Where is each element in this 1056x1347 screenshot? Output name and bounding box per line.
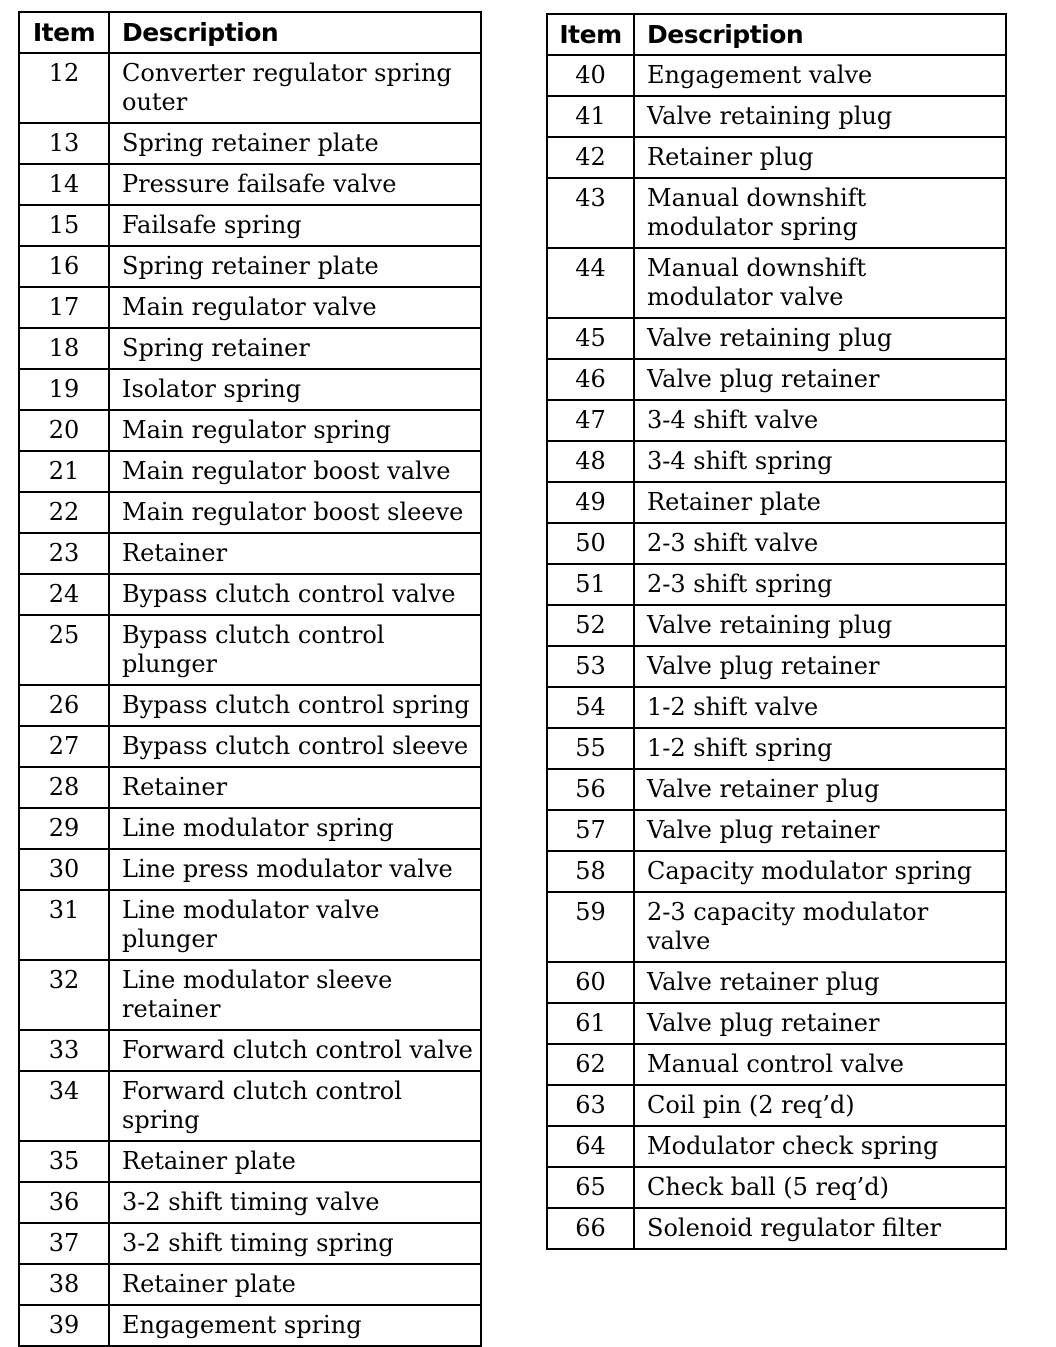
item-number: 40 — [547, 55, 634, 96]
item-number: 44 — [547, 248, 634, 318]
table-row — [19, 808, 481, 849]
item-number: 24 — [19, 574, 109, 615]
table-row — [19, 1182, 481, 1223]
item-description: 3-4 shift valve — [634, 400, 1006, 441]
table-row — [547, 96, 1006, 137]
item-description: Bypass clutch control valve — [109, 574, 481, 615]
table-row — [19, 1264, 481, 1305]
item-number: 56 — [547, 769, 634, 810]
item-number: 52 — [547, 605, 634, 646]
column-header-description: Description — [109, 12, 481, 53]
table-row — [547, 728, 1006, 769]
item-number: 19 — [19, 369, 109, 410]
item-number: 57 — [547, 810, 634, 851]
item-number: 20 — [19, 410, 109, 451]
item-number: 35 — [19, 1141, 109, 1182]
table-row — [19, 574, 481, 615]
table-row — [19, 164, 481, 205]
table-row — [19, 615, 481, 685]
item-number: 45 — [547, 318, 634, 359]
table-row — [19, 1141, 481, 1182]
item-number: 13 — [19, 123, 109, 164]
table-row — [547, 851, 1006, 892]
table-row — [547, 892, 1006, 962]
table-row — [547, 1208, 1006, 1249]
item-description: Isolator spring — [109, 369, 481, 410]
table-row — [547, 55, 1006, 96]
item-description: Valve retainer plug — [634, 769, 1006, 810]
item-description: Line press modulator valve — [109, 849, 481, 890]
item-description: Bypass clutch control spring — [109, 685, 481, 726]
item-description: Valve plug retainer — [634, 810, 1006, 851]
table-row — [547, 1003, 1006, 1044]
item-description: Converter regulator spring outer — [109, 53, 481, 123]
table-row — [19, 205, 481, 246]
item-description: 1-2 shift spring — [634, 728, 1006, 769]
item-description: Retainer plate — [109, 1141, 481, 1182]
item-description: 2-3 capacity modulator valve — [634, 892, 1006, 962]
item-description: Main regulator boost sleeve — [109, 492, 481, 533]
item-number: 51 — [547, 564, 634, 605]
table-row — [547, 1044, 1006, 1085]
item-number: 63 — [547, 1085, 634, 1126]
item-number: 65 — [547, 1167, 634, 1208]
table-row — [547, 769, 1006, 810]
item-number: 26 — [19, 685, 109, 726]
item-number: 58 — [547, 851, 634, 892]
item-description: 1-2 shift valve — [634, 687, 1006, 728]
item-number: 39 — [19, 1305, 109, 1346]
header-row — [19, 12, 481, 53]
item-description: 3-2 shift timing spring — [109, 1223, 481, 1264]
item-description: Valve plug retainer — [634, 1003, 1006, 1044]
item-description: Failsafe spring — [109, 205, 481, 246]
item-description: Retainer — [109, 767, 481, 808]
item-number: 53 — [547, 646, 634, 687]
item-number: 17 — [19, 287, 109, 328]
table-row — [19, 685, 481, 726]
item-description: Bypass clutch control sleeve — [109, 726, 481, 767]
item-description: Main regulator boost valve — [109, 451, 481, 492]
item-description: Line modulator valve plunger — [109, 890, 481, 960]
item-description: Spring retainer — [109, 328, 481, 369]
item-number: 33 — [19, 1030, 109, 1071]
item-number: 12 — [19, 53, 109, 123]
table-row — [19, 123, 481, 164]
item-number: 62 — [547, 1044, 634, 1085]
item-number: 66 — [547, 1208, 634, 1249]
item-number: 47 — [547, 400, 634, 441]
item-description: Spring retainer plate — [109, 246, 481, 287]
table-row — [19, 369, 481, 410]
item-description: Line modulator sleeve retainer — [109, 960, 481, 1030]
item-number: 36 — [19, 1182, 109, 1223]
table-row — [19, 1030, 481, 1071]
table-row — [19, 890, 481, 960]
table-row — [547, 441, 1006, 482]
header-row — [547, 14, 1006, 55]
table-row — [19, 492, 481, 533]
item-number: 41 — [547, 96, 634, 137]
item-description: Manual downshift modulator valve — [634, 248, 1006, 318]
item-number: 55 — [547, 728, 634, 769]
item-number: 15 — [19, 205, 109, 246]
item-description: 2-3 shift valve — [634, 523, 1006, 564]
item-number: 14 — [19, 164, 109, 205]
column-header-item: Item — [19, 12, 109, 53]
item-description: Main regulator valve — [109, 287, 481, 328]
item-number: 60 — [547, 962, 634, 1003]
item-number: 18 — [19, 328, 109, 369]
item-number: 54 — [547, 687, 634, 728]
item-description: Manual control valve — [634, 1044, 1006, 1085]
item-number: 21 — [19, 451, 109, 492]
table-row — [547, 1085, 1006, 1126]
table-row — [19, 287, 481, 328]
item-description: 2-3 shift spring — [634, 564, 1006, 605]
item-description: Manual downshift modulator spring — [634, 178, 1006, 248]
item-number: 30 — [19, 849, 109, 890]
table-row — [547, 810, 1006, 851]
item-number: 50 — [547, 523, 634, 564]
table-row — [547, 687, 1006, 728]
item-description: Valve retaining plug — [634, 605, 1006, 646]
item-number: 27 — [19, 726, 109, 767]
item-number: 32 — [19, 960, 109, 1030]
parts-table-right-body — [547, 55, 1006, 1249]
item-description: Coil pin (2 req’d) — [634, 1085, 1006, 1126]
item-number: 49 — [547, 482, 634, 523]
item-description: Retainer plug — [634, 137, 1006, 178]
item-description: Retainer plate — [109, 1264, 481, 1305]
item-number: 31 — [19, 890, 109, 960]
table-row — [547, 962, 1006, 1003]
parts-table-left — [18, 11, 482, 1347]
table-row — [19, 328, 481, 369]
table-row — [547, 482, 1006, 523]
item-number: 23 — [19, 533, 109, 574]
table-row — [547, 646, 1006, 687]
table-row — [19, 53, 481, 123]
table-row — [19, 533, 481, 574]
item-description: 3-2 shift timing valve — [109, 1182, 481, 1223]
table-row — [19, 410, 481, 451]
item-number: 43 — [547, 178, 634, 248]
table-row — [19, 726, 481, 767]
table-row — [547, 400, 1006, 441]
table-row — [547, 523, 1006, 564]
parts-table-right — [546, 13, 1007, 1250]
item-description: Check ball (5 req’d) — [634, 1167, 1006, 1208]
item-number: 37 — [19, 1223, 109, 1264]
item-description: Valve plug retainer — [634, 646, 1006, 687]
item-description: Valve retaining plug — [634, 96, 1006, 137]
item-description: Valve plug retainer — [634, 359, 1006, 400]
table-row — [547, 605, 1006, 646]
table-row — [547, 248, 1006, 318]
item-number: 46 — [547, 359, 634, 400]
item-description: Modulator check spring — [634, 1126, 1006, 1167]
table-row — [19, 767, 481, 808]
table-row — [547, 137, 1006, 178]
item-description: Retainer — [109, 533, 481, 574]
item-number: 28 — [19, 767, 109, 808]
item-number: 61 — [547, 1003, 634, 1044]
item-description: Engagement spring — [109, 1305, 481, 1346]
item-description: Forward clutch control spring — [109, 1071, 481, 1141]
table-row — [547, 359, 1006, 400]
item-description: Solenoid regulator filter — [634, 1208, 1006, 1249]
column-header-description: Description — [634, 14, 1006, 55]
item-number: 25 — [19, 615, 109, 685]
parts-table-left-body — [19, 53, 481, 1346]
item-number: 48 — [547, 441, 634, 482]
item-number: 16 — [19, 246, 109, 287]
table-row — [547, 318, 1006, 359]
item-description: Retainer plate — [634, 482, 1006, 523]
item-number: 42 — [547, 137, 634, 178]
item-description: Engagement valve — [634, 55, 1006, 96]
item-description: Forward clutch control valve — [109, 1030, 481, 1071]
column-header-item: Item — [547, 14, 634, 55]
item-number: 59 — [547, 892, 634, 962]
table-row — [19, 1305, 481, 1346]
item-description: Valve retaining plug — [634, 318, 1006, 359]
item-description: Spring retainer plate — [109, 123, 481, 164]
item-number: 64 — [547, 1126, 634, 1167]
table-row — [19, 849, 481, 890]
item-description: Line modulator spring — [109, 808, 481, 849]
item-number: 29 — [19, 808, 109, 849]
table-row — [19, 1223, 481, 1264]
item-description: Main regulator spring — [109, 410, 481, 451]
table-row — [547, 564, 1006, 605]
table-row — [19, 960, 481, 1030]
item-description: 3-4 shift spring — [634, 441, 1006, 482]
table-row — [547, 178, 1006, 248]
table-row — [19, 1071, 481, 1141]
item-description: Bypass clutch control plunger — [109, 615, 481, 685]
item-number: 34 — [19, 1071, 109, 1141]
item-description: Valve retainer plug — [634, 962, 1006, 1003]
item-number: 38 — [19, 1264, 109, 1305]
table-row — [19, 451, 481, 492]
item-number: 22 — [19, 492, 109, 533]
table-row — [547, 1167, 1006, 1208]
item-description: Capacity modulator spring — [634, 851, 1006, 892]
item-description: Pressure failsafe valve — [109, 164, 481, 205]
table-row — [19, 246, 481, 287]
table-row — [547, 1126, 1006, 1167]
